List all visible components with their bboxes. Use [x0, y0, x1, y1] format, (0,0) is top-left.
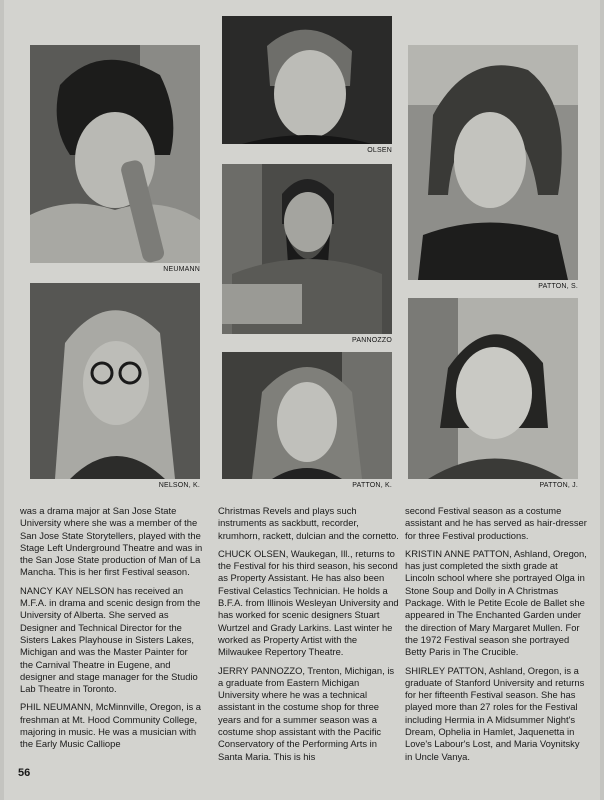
magazine-page: [4, 0, 600, 800]
photo-patton-s: [408, 45, 578, 280]
caption-nelson: NELSON, K.: [158, 482, 200, 489]
photo-patton-j: [408, 298, 578, 479]
bio-paragraph: JERRY PANNOZZO, Trenton, Michigan, is a graduate from Eastern Michigan University where he was a technical assistant in the costume shop for three years and for a summer season was a costume shop assistant with the Pacific Conservatory of the Performing Arts in Santa Maria. This is his: [218, 664, 395, 762]
caption-neumann: NEUMANN: [163, 266, 200, 273]
caption-patton-s: PATTON, S.: [538, 283, 578, 290]
caption-patton-k: PATTON, K.: [352, 482, 392, 489]
text-column-1: [20, 505, 203, 757]
photo-nelson: [30, 283, 200, 479]
bio-paragraph: was a drama major at San Jose State University where she was a member of the San Jose State Storytellers, played with the Stage Left Underground Theatre and was in the San Jose State production of Man of La Mancha. This is her first Festival season.: [20, 505, 203, 578]
bio-paragraph: NANCY KAY NELSON has received an M.F.A. in drama and scenic design from the University of Alberta. She served as Designer and Technical Director for the Sisters Lakes Playhouse in Sisters Lakes, Michigan and was the Master Painter for the Carnival Theatre in Eugene, and designer and stage manager for the Studio Lab Theatre in Toronto.: [20, 584, 201, 695]
text-column-3: [405, 505, 588, 769]
bio-paragraph: second Festival season as a costume assistant and he has served as hair-dresser for three Festival productions.: [405, 505, 587, 541]
bio-paragraph: PHIL NEUMANN, McMinnville, Oregon, is a freshman at Mt. Hood Community College, majoring in music. He was a musician with the Early Music Calliope: [20, 701, 201, 750]
caption-patton-j: PATTON, J.: [539, 482, 578, 489]
caption-pannozzo: PANNOZZO: [352, 337, 392, 344]
photo-pannozzo: [222, 164, 392, 334]
caption-olsen: OLSEN: [367, 147, 392, 154]
text-column-2: [218, 505, 401, 769]
photo-patton-k: [222, 352, 392, 479]
bio-paragraph: SHIRLEY PATTON, Ashland, Oregon, is a graduate of Stanford University and returns for her fifteenth Festival season. She has played more than 27 roles for the Festival including Hermia in A Midsummer Night's Dream, Ophelia in Hamlet, Jaquenetta in Love's Labour's Lost, and Maria Voynitsky in Uncle Vanya.: [405, 664, 585, 762]
photo-neumann: [30, 45, 200, 263]
bio-paragraph: CHUCK OLSEN, Waukegan, Ill., returns to the Festival for his third season, his second as Property Assistant. He has also been Festival Celastics Technician. He holds a B.F.A. from Illinois Wesleyan University and has worked for scenic designers Stuart Wurtzel and Grady Larkins. Last winter he worked as Property Artist with the Milwaukee Repertory Theatre.: [218, 547, 399, 658]
bio-paragraph: Christmas Revels and plays such instruments as sackbutt, recorder, krumhorn, rackett, dulcian and the cornetto.: [218, 505, 399, 541]
bio-paragraph: KRISTIN ANNE PATTON, Ashland, Oregon, has just completed the sixth grade at Lincoln school where she portrayed Olga in Stone Soup and Dolly in A Christmas Package. With le Petite Ecole de Ballet she appeared in The Enchanted Garden under the direction of Mary Margaret Mullen. For the 1972 Festival season she portrayed Betty Paris in The Crucible.: [405, 547, 587, 658]
page-number: 56: [18, 767, 31, 779]
photo-olsen: [222, 16, 392, 144]
